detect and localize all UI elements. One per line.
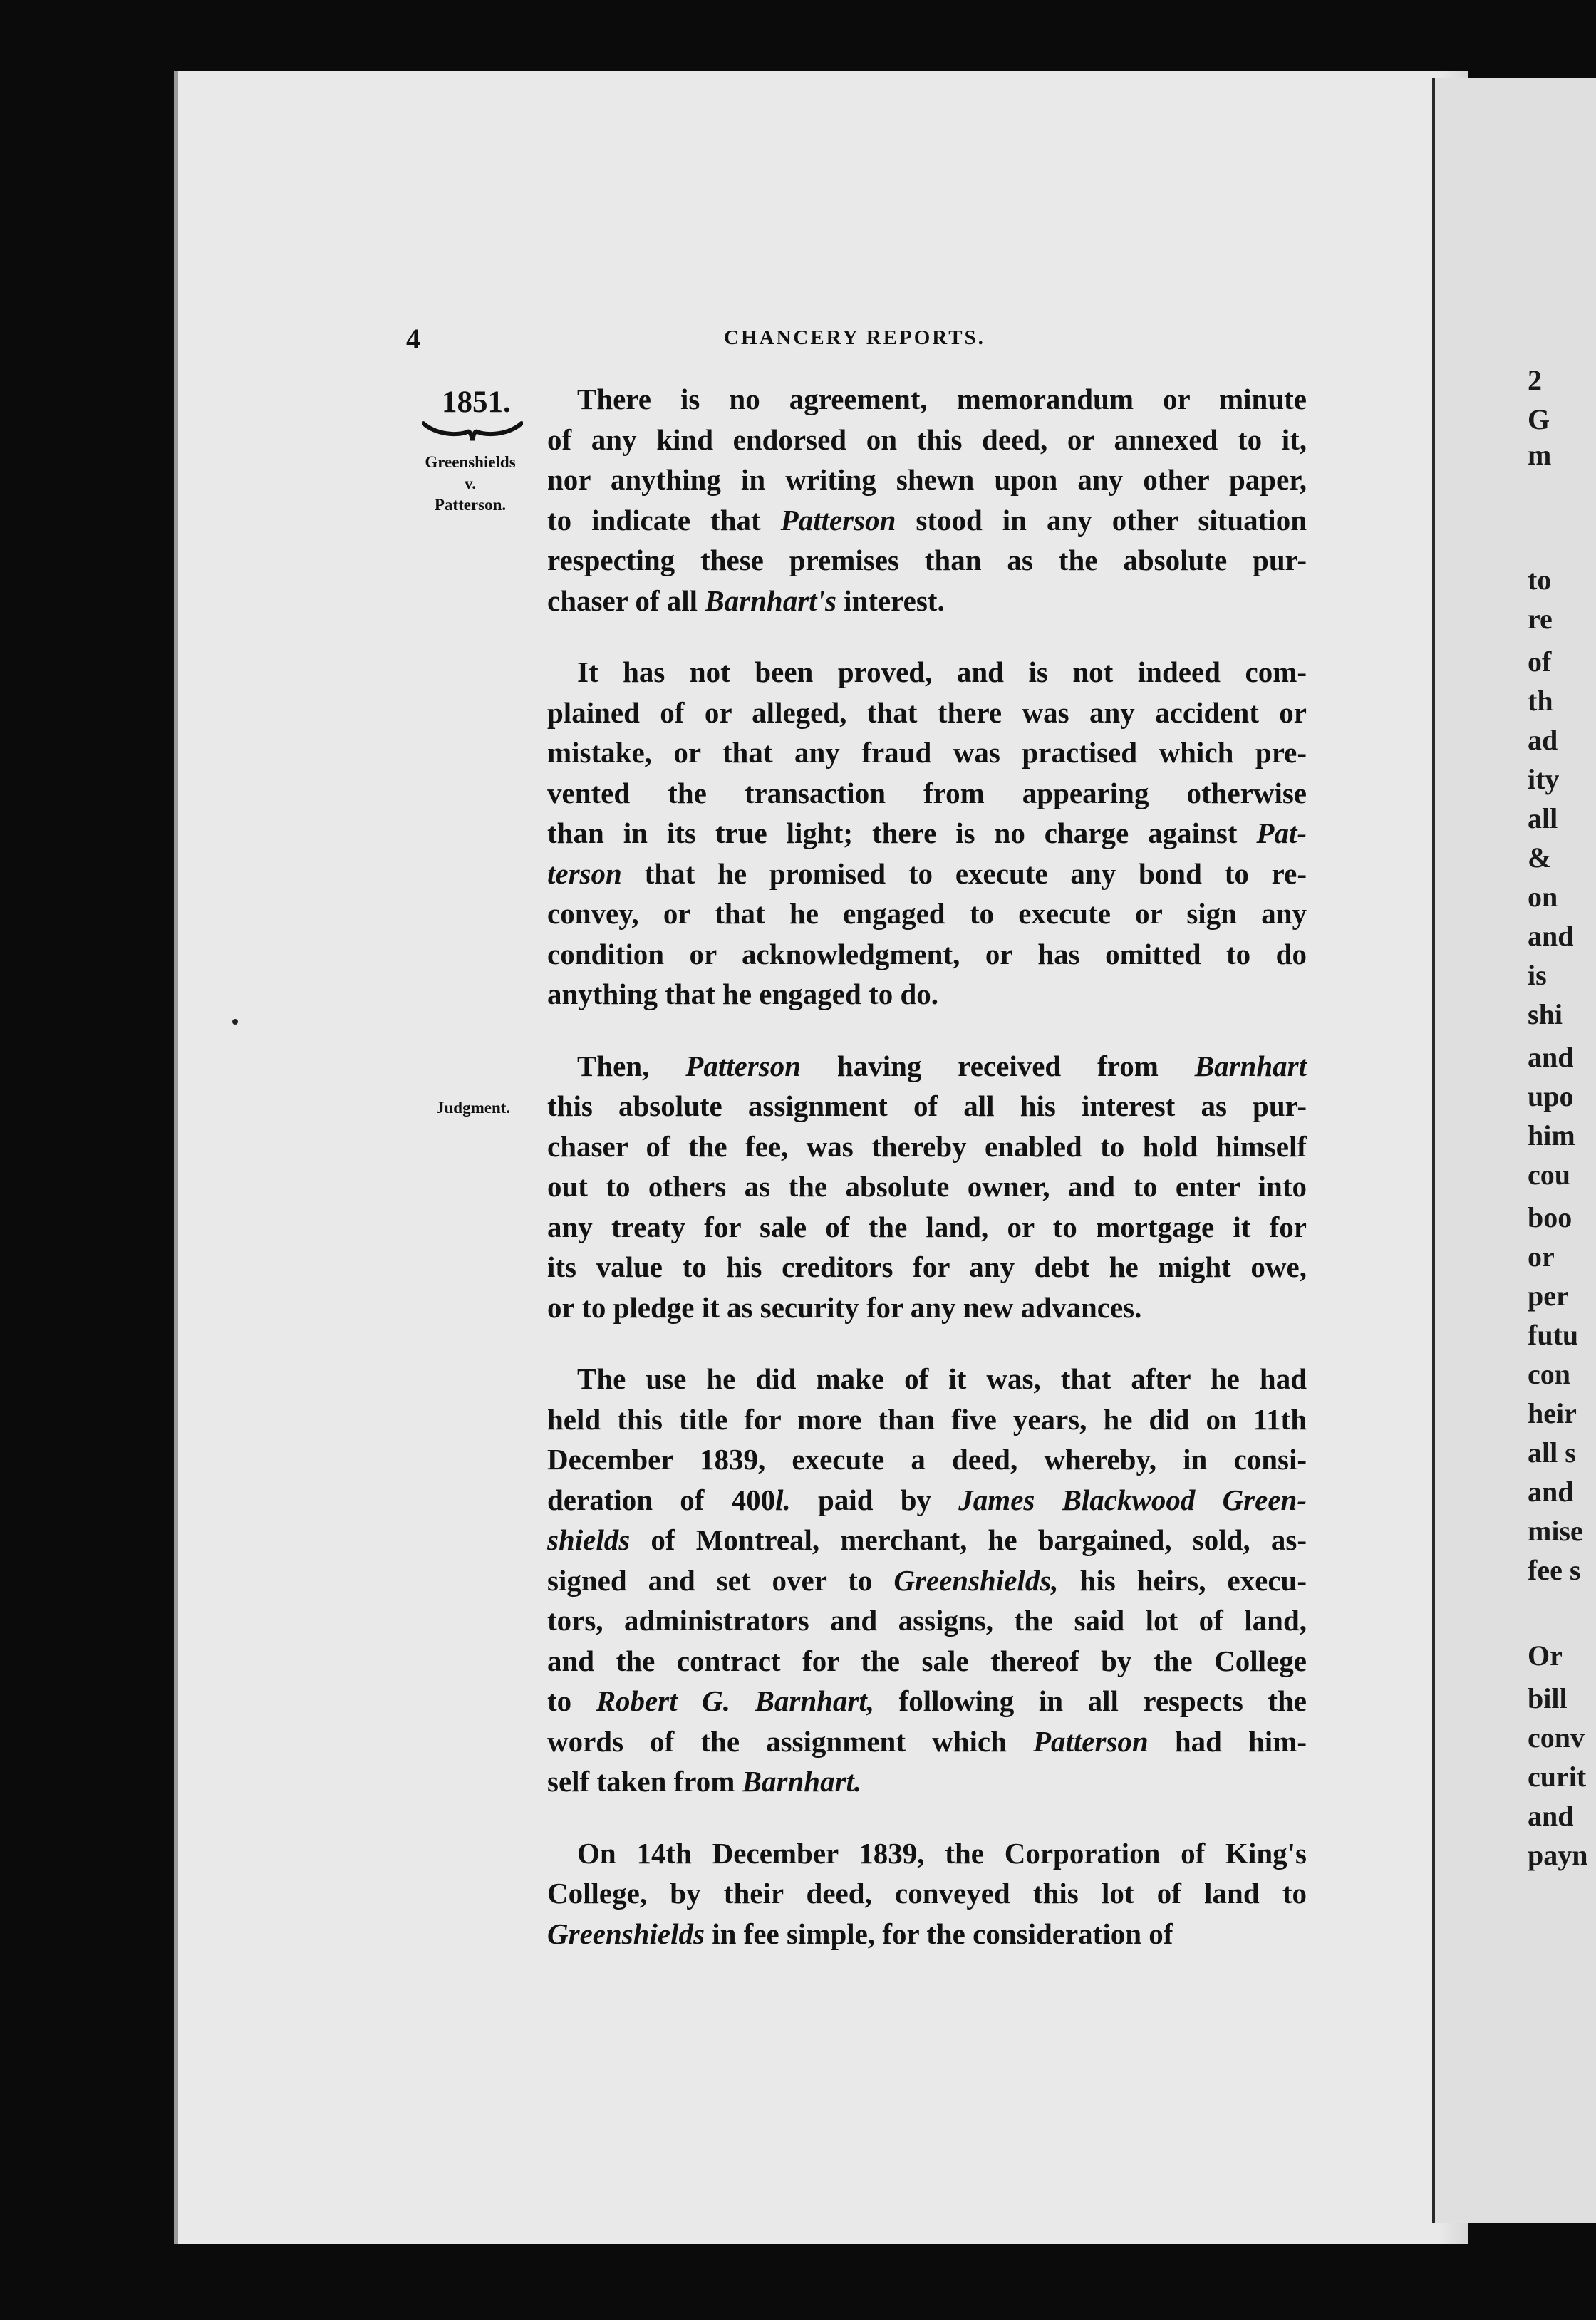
text-run: had him-	[1148, 1724, 1307, 1758]
case-party-2: Patterson.	[434, 496, 507, 514]
text-line	[547, 813, 1307, 854]
text-line	[547, 1359, 1307, 1399]
text-run: mistake, or that any fraud was practised which pre-	[547, 736, 1307, 769]
text-run: out to others as the absolute owner, and to enter into	[547, 1170, 1307, 1203]
text-run: held this title for more than five years, he did on 11th	[547, 1402, 1307, 1436]
italic-run: Greenshields	[547, 1917, 705, 1950]
italic-run: l.	[775, 1483, 791, 1516]
text-run: and the contract for the sale thereof by the College	[547, 1644, 1307, 1677]
facing-page-fragment: curit	[1528, 1761, 1587, 1793]
text-run: College, by their deed, conveyed this lot of land to	[547, 1877, 1307, 1910]
facing-page-fragment: &	[1528, 841, 1552, 874]
text-run: in fee simple, for the consideration of	[704, 1917, 1173, 1950]
text-line	[547, 1520, 1307, 1560]
facing-page-fragment: and	[1528, 920, 1574, 952]
text-line	[547, 652, 1307, 693]
text-line	[547, 1086, 1307, 1127]
text-line	[547, 693, 1307, 733]
facing-page-fragment: conv	[1528, 1721, 1585, 1754]
text-run: There is no agreement, memorandum or minute	[577, 383, 1307, 415]
facing-page-fragment: futu	[1528, 1319, 1579, 1351]
facing-page-fragment: him	[1528, 1119, 1575, 1151]
facing-page-fragment: boo	[1528, 1201, 1572, 1233]
text-run: or to pledge it as security for any new advances.	[547, 1290, 1142, 1324]
text-line	[547, 1480, 1307, 1521]
text-run: that he promised to execute any bond to re-	[621, 856, 1307, 890]
italic-run: Barnhart's	[705, 584, 836, 617]
text-line	[547, 1914, 1307, 1954]
text-run: December 1839, execute a deed, whereby, in consi-	[547, 1443, 1307, 1476]
text-line	[547, 773, 1307, 814]
page-number: 4	[406, 323, 420, 355]
facing-page-fragment: bill	[1528, 1682, 1568, 1714]
facing-page-fragment: all s	[1528, 1436, 1576, 1469]
text-run: stood in any other situation	[896, 503, 1307, 537]
facing-page-fragment: Or	[1528, 1640, 1563, 1672]
facing-page-fragment: and	[1528, 1476, 1574, 1508]
paragraph	[547, 379, 1307, 621]
text-run: vented the transaction from appearing otherwise	[547, 776, 1307, 809]
text-run: than in its true light; there is no charge against	[547, 817, 1257, 849]
italic-run: Barnhart	[1194, 1049, 1307, 1082]
paragraph	[547, 1046, 1307, 1328]
text-line	[547, 540, 1307, 581]
facing-page-fragment: or	[1528, 1241, 1555, 1273]
facing-page-fragment: heir	[1528, 1397, 1577, 1429]
text-run: It has not been proved, and is not indeed com-	[577, 656, 1307, 688]
scan-speck	[232, 1019, 238, 1025]
facing-page-fragment: fee s	[1528, 1554, 1581, 1586]
text-run: tors, administrators and assigns, the said lot of land,	[547, 1604, 1307, 1637]
italic-run: James Blackwood Green-	[958, 1483, 1307, 1516]
text-run: nor anything in writing shewn upon any other paper,	[547, 463, 1307, 496]
facing-page-edge	[1432, 78, 1596, 2223]
facing-page-fragment: m	[1528, 439, 1552, 471]
text-run: of any kind endorsed on this deed, or annexed to it,	[547, 423, 1307, 456]
text-line	[547, 1439, 1307, 1480]
running-head: CHANCERY REPORTS.	[724, 326, 985, 349]
text-run: to	[547, 1684, 596, 1717]
text-run: to indicate that	[547, 503, 781, 537]
italic-run: shields	[547, 1523, 631, 1556]
text-run: its value to his creditors for any debt he might owe,	[547, 1250, 1307, 1283]
text-run: anything that he engaged to do.	[547, 978, 939, 1010]
text-run: self taken from	[547, 1765, 742, 1798]
case-versus: v.	[465, 475, 476, 492]
facing-page-fragment: and	[1528, 1041, 1574, 1073]
facing-page-fragment: upo	[1528, 1080, 1574, 1112]
text-line	[547, 1166, 1307, 1207]
facing-page-fragment: and	[1528, 1800, 1574, 1832]
italic-run: Patterson	[1032, 1724, 1149, 1758]
facing-page-fragment: cou	[1528, 1159, 1570, 1191]
text-line	[547, 1833, 1307, 1874]
text-line	[547, 581, 1307, 621]
paragraph	[547, 1359, 1307, 1802]
italic-run: Patterson	[685, 1049, 802, 1082]
text-run: On 14th December 1839, the Corporation of King's	[577, 1836, 1307, 1870]
facing-page-fragment: to	[1528, 564, 1552, 596]
text-run: this absolute assignment of all his interest as pur-	[547, 1089, 1307, 1122]
text-line	[547, 1560, 1307, 1601]
text-line	[547, 974, 1307, 1015]
italic-run: Robert G. Barnhart,	[596, 1684, 875, 1717]
facing-page-fragment: th	[1528, 685, 1553, 717]
text-line	[547, 420, 1307, 460]
text-line	[547, 460, 1307, 500]
facing-page-fragment: G	[1528, 403, 1550, 435]
curly-brace-icon	[422, 419, 523, 443]
facing-page-fragment: re	[1528, 603, 1553, 635]
text-line	[547, 1046, 1307, 1087]
text-line	[547, 1600, 1307, 1641]
italic-run: Barnhart.	[742, 1765, 862, 1798]
text-run: convey, or that he engaged to execute or sign any	[547, 897, 1307, 930]
text-run: signed and set over to	[547, 1563, 894, 1597]
text-line	[547, 1127, 1307, 1167]
margin-case-name	[417, 452, 524, 516]
facing-page-fragment: con	[1528, 1358, 1570, 1390]
text-run: any treaty for sale of the land, or to mortgage it for	[547, 1210, 1307, 1243]
text-line	[547, 1873, 1307, 1914]
text-run: The use he did make of it was, that after he had	[577, 1362, 1307, 1395]
text-line	[547, 1288, 1307, 1328]
text-line	[547, 1247, 1307, 1288]
text-run: deration of 400	[547, 1483, 776, 1516]
text-run: chaser of all	[547, 584, 705, 617]
italic-run: terson	[547, 856, 622, 890]
text-run: his heirs, execu-	[1058, 1563, 1307, 1597]
text-run: condition or acknowledgment, or has omitted to do	[547, 937, 1307, 970]
text-run: interest.	[836, 584, 945, 617]
case-party-1: Greenshields	[425, 453, 516, 471]
text-line	[547, 894, 1307, 934]
facing-page-fragment: of	[1528, 646, 1552, 678]
text-line	[547, 732, 1307, 773]
text-line	[547, 1207, 1307, 1248]
facing-page-fragment: 2	[1528, 364, 1542, 396]
paragraph	[547, 652, 1307, 1015]
text-run: respecting these premises than as the absolute pur-	[547, 544, 1307, 576]
text-line	[547, 1721, 1307, 1762]
margin-judgment: Judgment.	[436, 1099, 511, 1117]
facing-page-fragment: on	[1528, 881, 1558, 913]
italic-run: Pat-	[1256, 817, 1307, 849]
paragraph	[547, 1833, 1307, 1954]
text-run: plained of or alleged, that there was any accident or	[547, 695, 1307, 729]
text-line	[547, 1399, 1307, 1440]
body-text	[547, 379, 1307, 1954]
facing-page-fragment: all	[1528, 802, 1558, 834]
facing-page-fragment: shi	[1528, 998, 1563, 1030]
text-line	[547, 934, 1307, 975]
margin-year: 1851.	[442, 385, 511, 419]
facing-page-fragment: ity	[1528, 763, 1560, 795]
text-run: chaser of the fee, was thereby enabled to hold himself	[547, 1129, 1307, 1163]
text-run: having received from	[801, 1049, 1195, 1082]
text-line	[547, 500, 1307, 541]
text-line	[547, 854, 1307, 894]
italic-run: Greenshields,	[893, 1563, 1059, 1597]
facing-page-fragment: payn	[1528, 1839, 1588, 1871]
text-line	[547, 379, 1307, 420]
text-run: words of the assignment which	[547, 1724, 1033, 1758]
facing-page-fragment: is	[1528, 959, 1547, 991]
text-run: paid by	[790, 1483, 959, 1516]
text-line	[547, 1761, 1307, 1802]
italic-run: Patterson	[780, 503, 896, 537]
text-run: following in all respects the	[874, 1684, 1307, 1717]
text-run: of Montreal, merchant, he bargained, sold, as-	[630, 1523, 1307, 1556]
facing-page-fragment: ad	[1528, 724, 1558, 756]
facing-page-fragment: per	[1528, 1280, 1569, 1312]
text-line	[547, 1641, 1307, 1682]
text-line	[547, 1681, 1307, 1721]
facing-page-fragment: mise	[1528, 1515, 1583, 1547]
text-run: Then,	[577, 1049, 686, 1082]
